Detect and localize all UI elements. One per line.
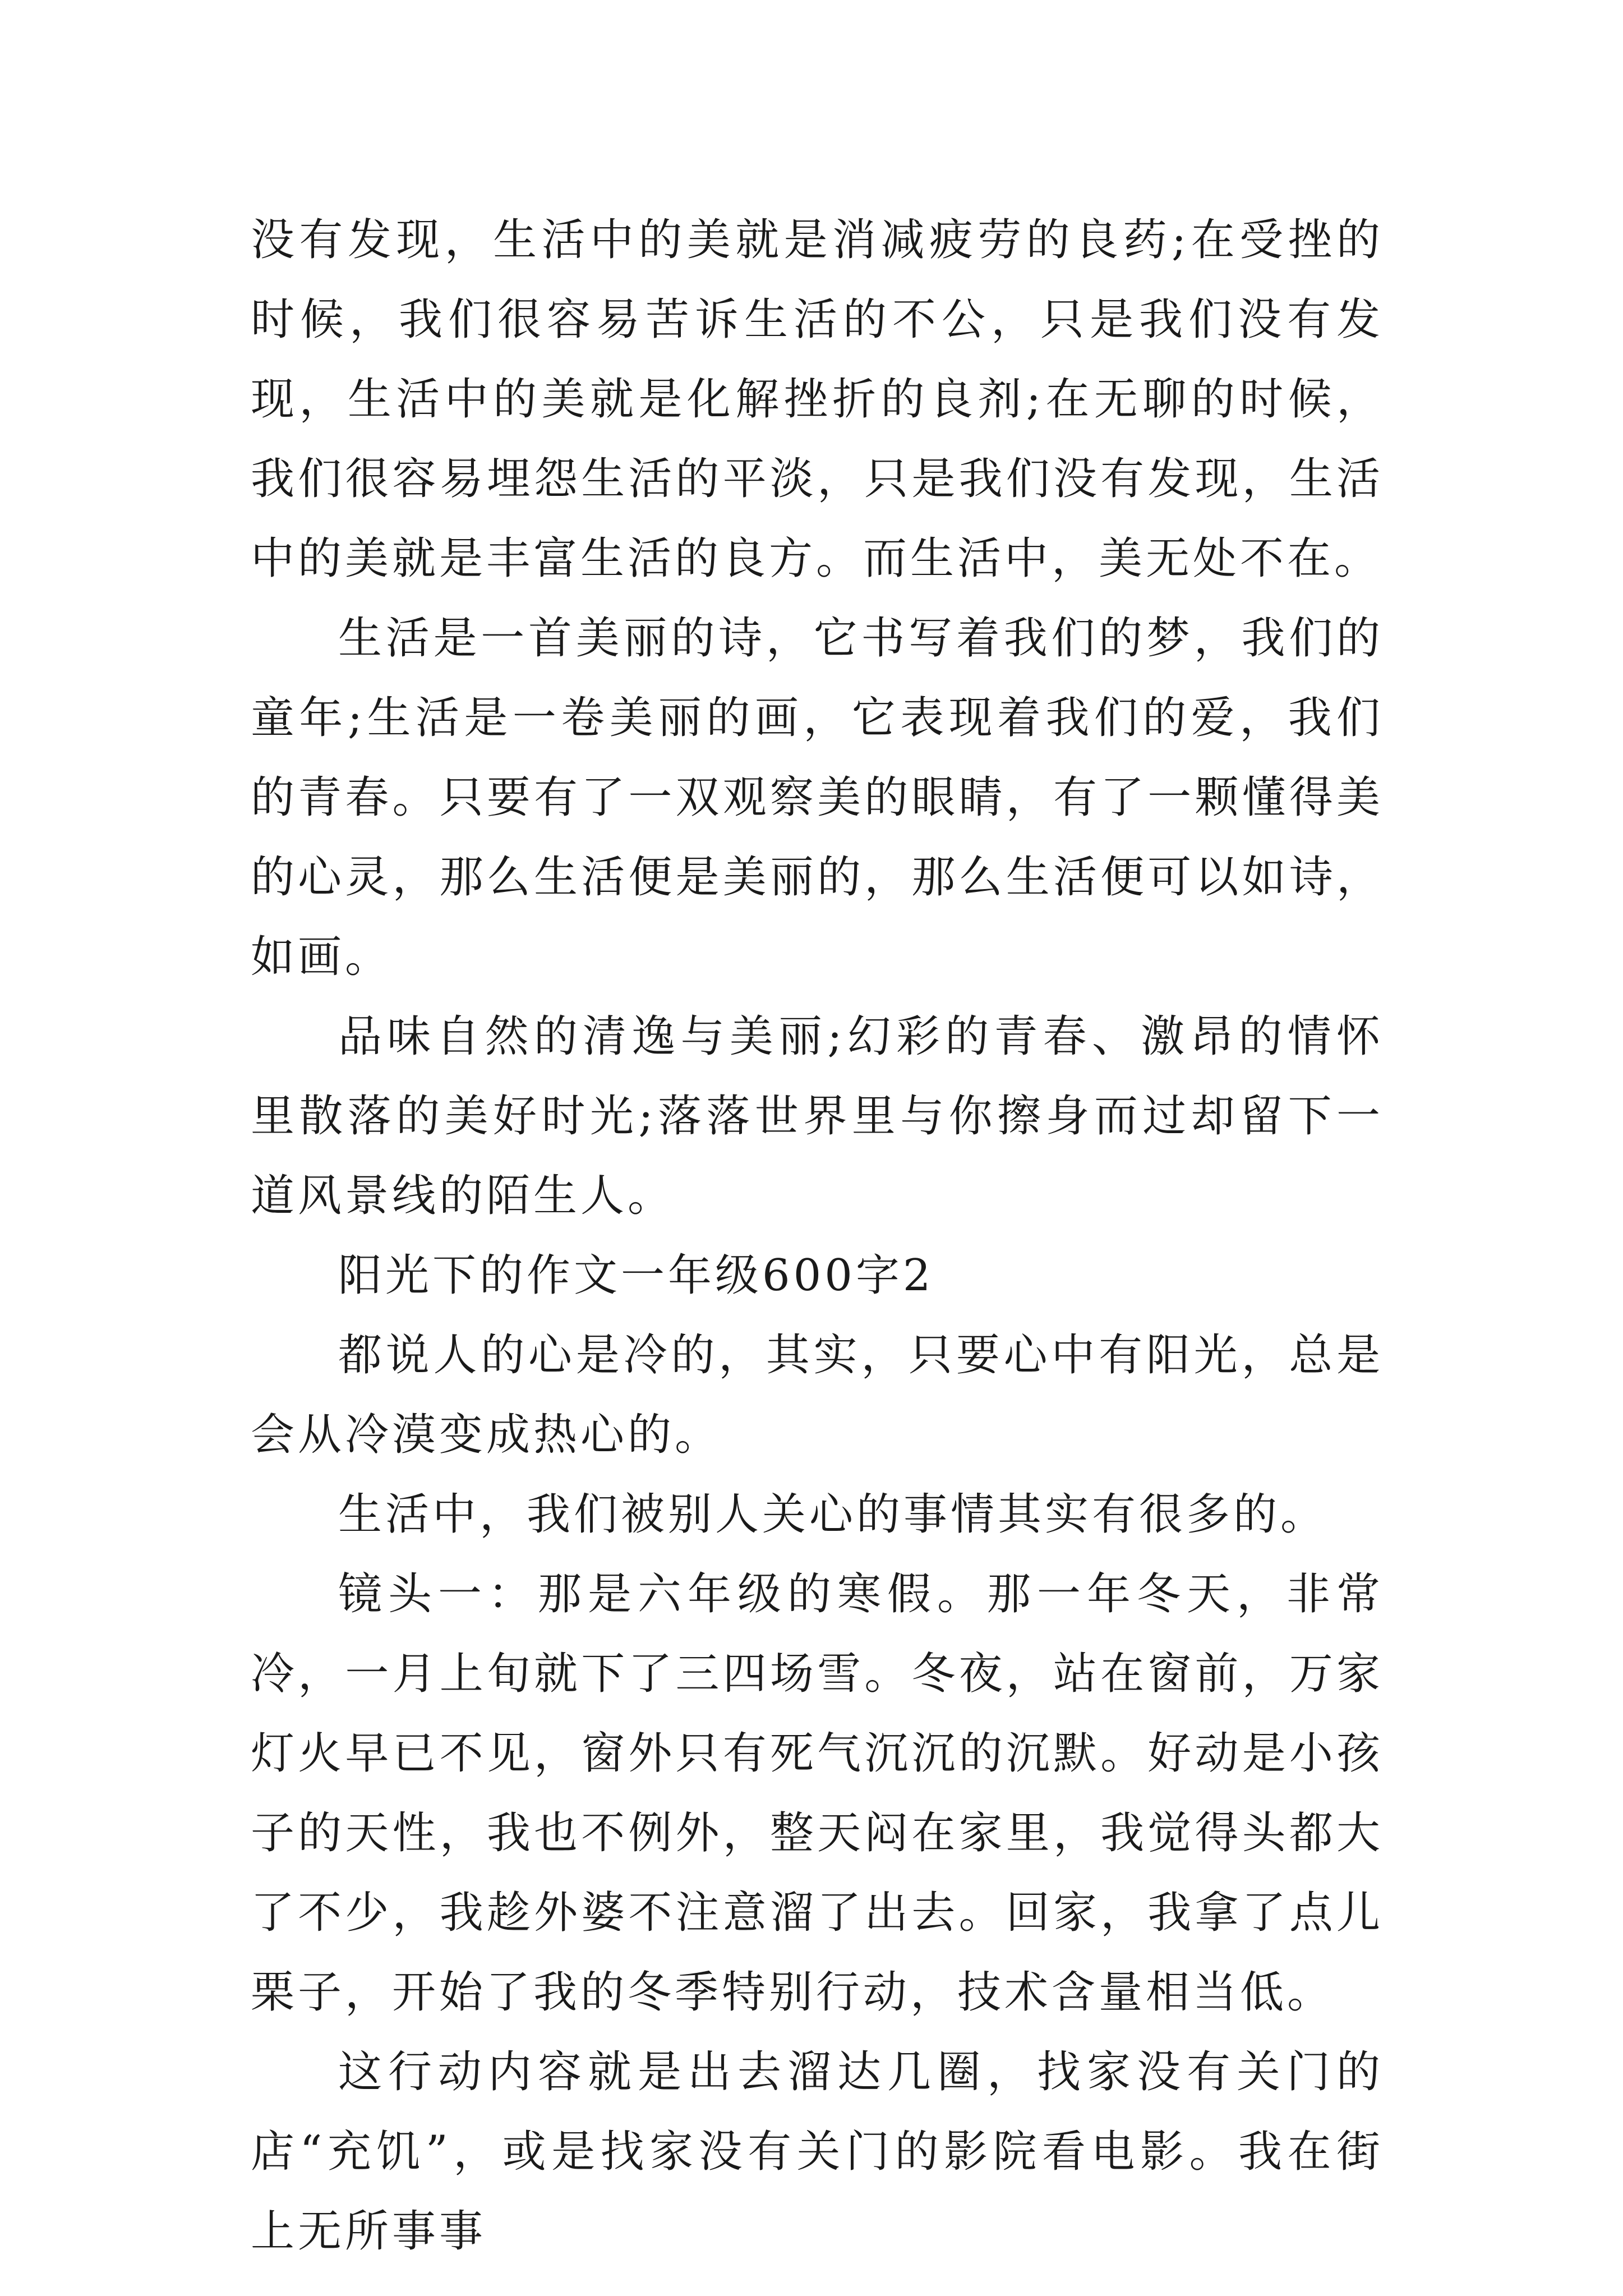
document-body — [251, 200, 1384, 2271]
paragraph-intro: 都说人的心是冷的，其实，只要心中有阳光，总是会从冷漠变成热心的。 — [251, 1330, 1384, 1460]
paragraph-life-poem: 生活是一首美丽的诗，它书写着我们的梦，我们的童年;生活是一卷美丽的画，它表现着我们的爱，我们的青春。只要有了一双观察美的眼睛，有了一颗懂得美的心灵，那么生活便是美丽的，那么生活便可以如诗，如画。 — [251, 613, 1384, 982]
paragraph-continuation: 没有发现，生活中的美就是消减疲劳的良药;在受挫的时候，我们很容易苦诉生活的不公，只是我们没有发现，生活中的美就是化解挫折的良剂;在无聊的时候，我们很容易埋怨生活的平淡，只是我们没有发现，生活中的美就是丰富生活的良方。而生活中，美无处不在。 — [251, 215, 1384, 584]
paragraph-nature: 品味自然的清逸与美丽;幻彩的青春、激昂的情怀里散落的美好时光;落落世界里与你擦身而过却留下一道风景线的陌生人。 — [251, 1011, 1384, 1221]
paragraph-action: 这行动内容就是出去溜达几圈，找家没有关门的店“充饥”，或是找家没有关门的影院看电影。我在街上无所事事 — [251, 2047, 1384, 2257]
paragraph-care: 生活中，我们被别人关心的事情其实有很多的。 — [338, 1489, 1328, 1540]
essay-heading: 阳光下的作文一年级600字2 — [338, 1250, 934, 1301]
paragraph-scene-one: 镜头一：那是六年级的寒假。那一年冬天，非常冷，一月上旬就下了三四场雪。冬夜，站在窗前，万家灯火早已不见，窗外只有死气沉沉的沉默。好动是小孩子的天性，我也不例外，整天闷在家里，我觉得头都大了不少，我趁外婆不注意溜了出去。回家，我拿了点儿栗子，开始了我的冬季特别行动，技术含量相当低。 — [251, 1569, 1384, 2018]
